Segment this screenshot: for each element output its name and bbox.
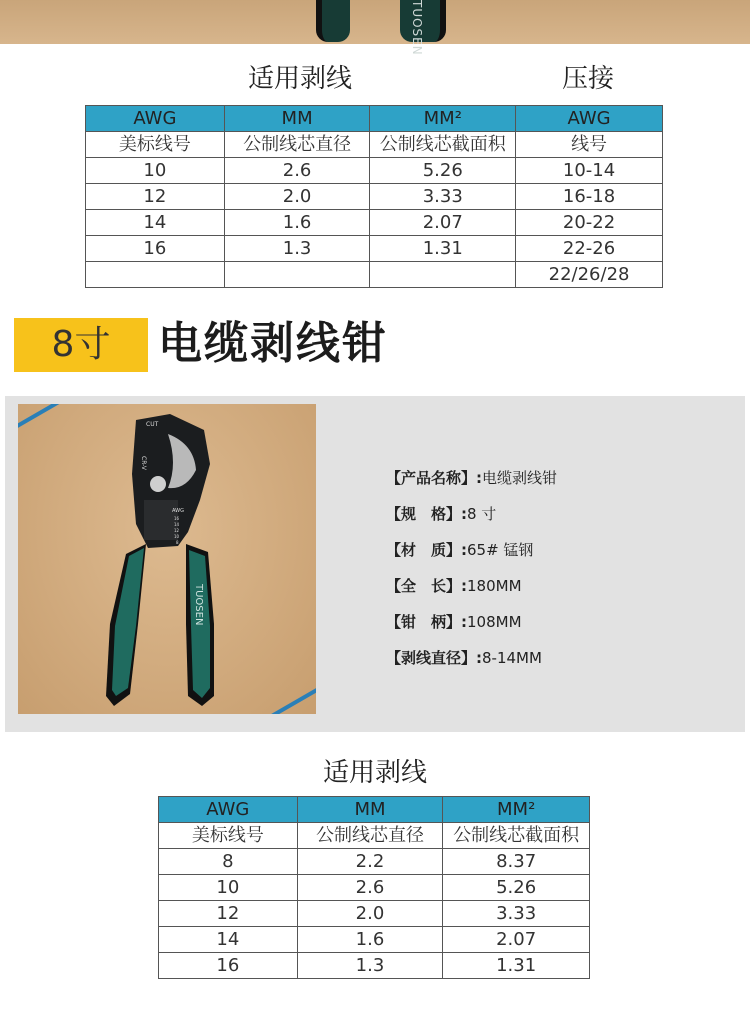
spec-value: 108MM <box>467 613 522 631</box>
header-cell: AWG <box>516 106 663 132</box>
table-row <box>86 158 663 184</box>
plier-handle-left <box>316 0 350 42</box>
table-cell: 10 <box>86 158 225 184</box>
spec-value: 8-14MM <box>482 649 542 667</box>
spec-label: 【材 质】: <box>386 541 467 559</box>
header-cell: MM² <box>370 106 516 132</box>
strip-table <box>158 796 590 979</box>
table-cell: 2.6 <box>297 875 443 901</box>
product-title: 电缆剥线钳 <box>158 318 388 369</box>
gauge-label: 8 <box>176 540 179 545</box>
table-cell: 22-26 <box>516 236 663 262</box>
table-cell: 2.07 <box>370 210 516 236</box>
spec-row <box>386 608 557 644</box>
spec-label: 【全 长】: <box>386 577 467 595</box>
gauge-label: 16 <box>174 516 180 521</box>
pivot-bolt <box>150 476 166 492</box>
table-row <box>159 875 590 901</box>
table-cell: 2.6 <box>224 158 370 184</box>
table-cell: 1.3 <box>297 953 443 979</box>
table-cell: 1.31 <box>443 953 590 979</box>
cut-label: CUT <box>146 421 159 428</box>
gauge-label: 12 <box>174 528 180 533</box>
table-cell: 16 <box>159 953 298 979</box>
table-subheader-row <box>86 132 663 158</box>
table-cell: 5.26 <box>443 875 590 901</box>
table-cell: 14 <box>86 210 225 236</box>
spec-value: 8 寸 <box>467 505 497 523</box>
table-cell: 10-14 <box>516 158 663 184</box>
header-cell: AWG <box>86 106 225 132</box>
crv-label: CR-V <box>140 456 147 471</box>
gauge-label: 14 <box>174 522 180 527</box>
table-row <box>86 210 663 236</box>
table-cell: 12 <box>159 901 298 927</box>
spec-row <box>386 536 557 572</box>
table-cell: 22/26/28 <box>516 262 663 288</box>
table-cell: 10 <box>159 875 298 901</box>
handle-brand-text: TUOSEN <box>410 0 424 56</box>
left-handle <box>112 548 144 696</box>
spec-label: 【规 格】: <box>386 505 467 523</box>
table-cell: 2.0 <box>297 901 443 927</box>
product-spec-list <box>386 464 557 680</box>
spec-value: 电缆剥线钳 <box>482 469 558 487</box>
subheader-cell: 美标线号 <box>86 132 225 158</box>
table-row <box>159 927 590 953</box>
spec-row <box>386 644 557 680</box>
subheader-cell: 公制线芯截面积 <box>370 132 516 158</box>
product-photo <box>18 404 316 714</box>
spec-row <box>386 500 557 536</box>
stripping-holes-area <box>144 500 178 540</box>
subheader-cell: 公制线芯直径 <box>224 132 370 158</box>
table-header-row <box>159 797 590 823</box>
table-cell: 8 <box>159 849 298 875</box>
table-cell: 1.31 <box>370 236 516 262</box>
subheader-cell: 公制线芯直径 <box>297 823 443 849</box>
top-product-photo-strip <box>0 0 750 56</box>
gauge-label: 10 <box>174 534 180 539</box>
table-subheader-row <box>159 823 590 849</box>
handle-brand-text: TUOSEN <box>193 584 204 626</box>
table-cell: 2.2 <box>297 849 443 875</box>
table-cell: 16 <box>86 236 225 262</box>
strip-heading-2: 适用剥线 <box>322 758 427 788</box>
table-row <box>159 901 590 927</box>
table-row <box>86 236 663 262</box>
table-cell: 2.07 <box>443 927 590 953</box>
table-row <box>86 184 663 210</box>
strip-crimp-table <box>85 105 663 288</box>
spec-row <box>386 572 557 608</box>
table-cell: 3.33 <box>443 901 590 927</box>
spec-label: 【产品名称】: <box>386 469 482 487</box>
spec-value: 65# 锰钢 <box>467 541 534 559</box>
table-row <box>159 953 590 979</box>
table-cell: 2.0 <box>224 184 370 210</box>
table-cell: 20-22 <box>516 210 663 236</box>
table-cell <box>86 262 225 288</box>
subheader-cell: 线号 <box>516 132 663 158</box>
table-cell: 16-18 <box>516 184 663 210</box>
table-cell: 3.33 <box>370 184 516 210</box>
spec-label: 【剥线直径】: <box>386 649 482 667</box>
subheader-cell: 美标线号 <box>159 823 298 849</box>
plier-handle-right <box>400 0 446 56</box>
spec-label: 【钳 柄】: <box>386 613 467 631</box>
table-cell: 5.26 <box>370 158 516 184</box>
header-cell: MM² <box>443 797 590 823</box>
table-cell: 1.6 <box>224 210 370 236</box>
table-cell <box>370 262 516 288</box>
table-cell: 12 <box>86 184 225 210</box>
header-cell: MM <box>224 106 370 132</box>
awg-label: AWG <box>172 508 184 514</box>
strip-heading: 适用剥线 <box>247 64 352 94</box>
header-cell: MM <box>297 797 443 823</box>
crimp-heading: 压接 <box>561 64 614 94</box>
table-cell: 1.3 <box>224 236 370 262</box>
size-badge: 8寸 <box>14 318 148 372</box>
table-row <box>86 262 663 288</box>
table-cell: 1.6 <box>297 927 443 953</box>
spec-row <box>386 464 557 500</box>
subheader-cell: 公制线芯截面积 <box>443 823 590 849</box>
table-cell: 14 <box>159 927 298 953</box>
table-cell: 8.37 <box>443 849 590 875</box>
table-header-row <box>86 106 663 132</box>
table-cell <box>224 262 370 288</box>
spec-value: 180MM <box>467 577 522 595</box>
header-cell: AWG <box>159 797 298 823</box>
wire-stripper-illustration <box>18 404 316 714</box>
table-row <box>159 849 590 875</box>
